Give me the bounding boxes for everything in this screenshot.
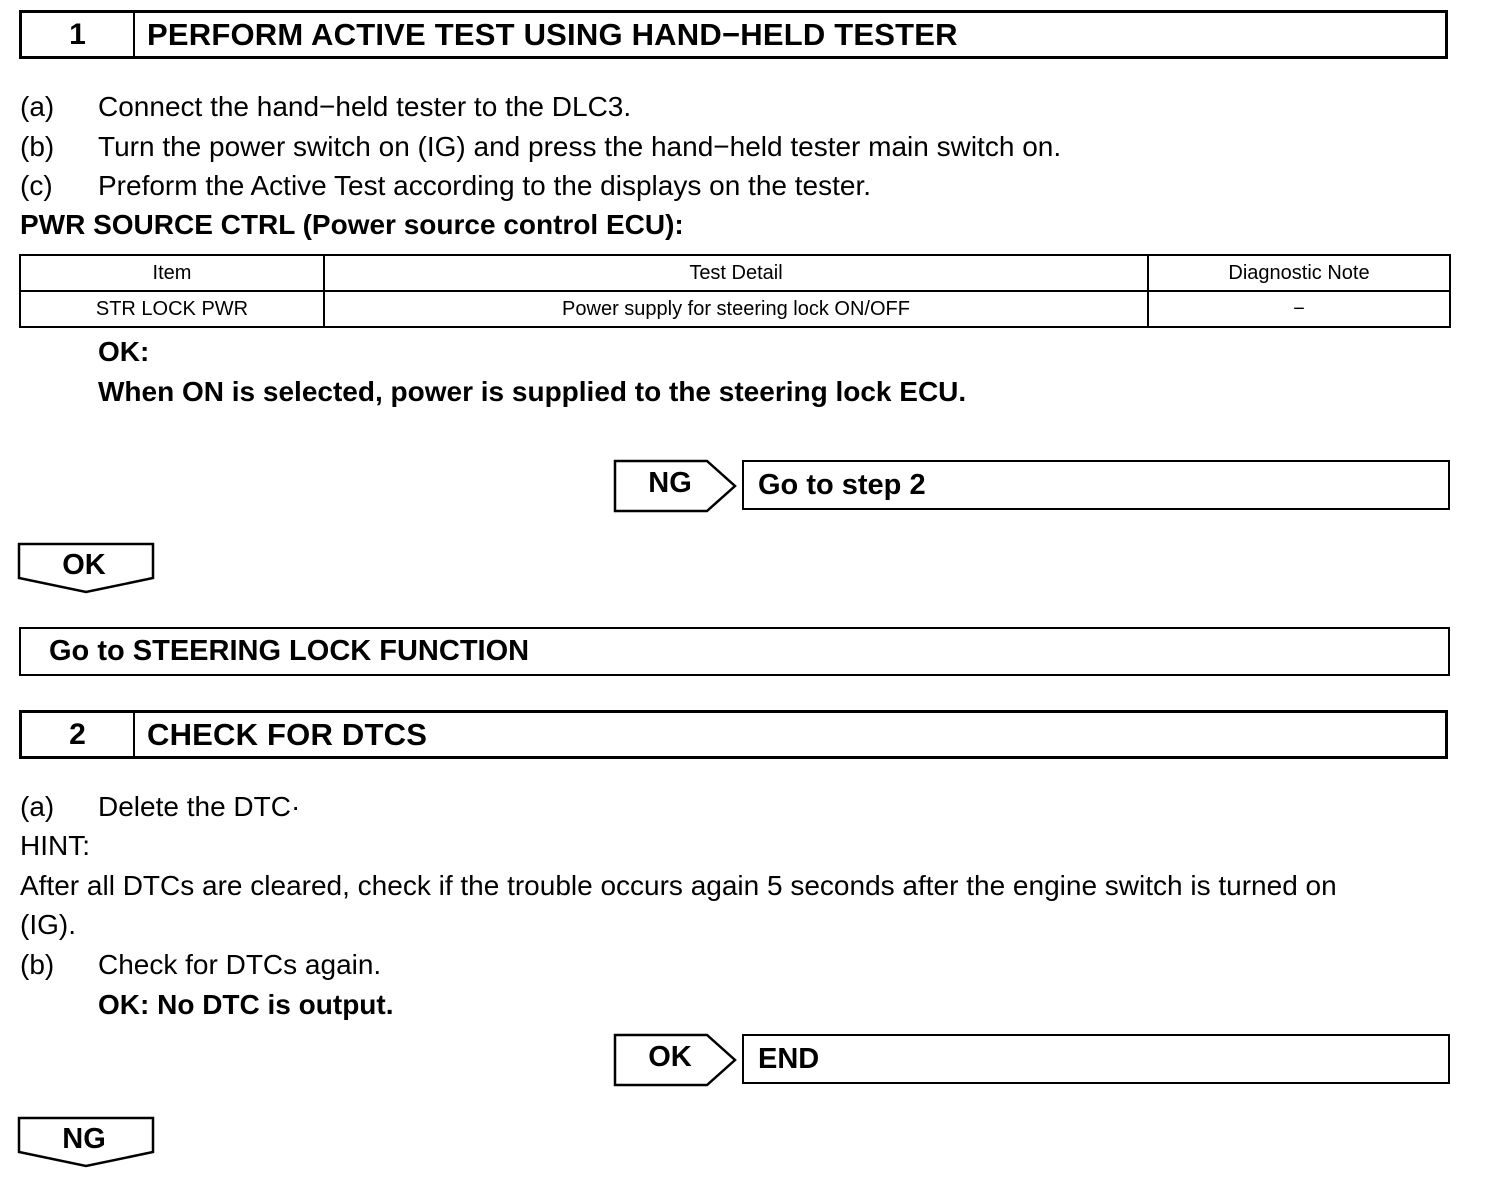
table-title: PWR SOURCE CTRL (Power source control ECU):	[20, 209, 684, 240]
item-label: (b)	[20, 131, 55, 162]
item-label: (a)	[20, 791, 55, 822]
item-label: (b)	[20, 949, 55, 980]
ok-tag: OK	[648, 1041, 692, 1073]
instruction-c	[20, 166, 871, 206]
step-number: 2	[22, 713, 135, 756]
hint-line-1: After all DTCs are cleared, check if the trouble occurs again 5 seconds after the engine switch is turned on	[20, 870, 1337, 901]
table-row	[20, 291, 1450, 327]
ok-criteria: When ON is selected, power is supplied to the steering lock ECU.	[98, 376, 967, 407]
instruction-a	[20, 787, 300, 827]
cell-test-detail: Power supply for steering lock ON/OFF	[324, 291, 1148, 327]
instruction-b	[20, 127, 1061, 167]
item-text: Delete the DTC·	[98, 791, 301, 822]
end-text: END	[758, 1042, 820, 1075]
step-title: PERFORM ACTIVE TEST USING HAND−HELD TESTER	[147, 16, 958, 52]
instruction-b	[20, 945, 381, 985]
hint-label: HINT:	[20, 830, 90, 861]
instruction-a	[20, 87, 631, 127]
ng-result-box[interactable]	[742, 460, 1450, 510]
hint-line-2: (IG).	[20, 909, 76, 940]
ng-tag: NG	[62, 1123, 106, 1155]
cell-diagnostic-note: −	[1148, 291, 1450, 327]
item-text: Check for DTCs again.	[98, 949, 382, 980]
item-text: Connect the hand−held tester to the DLC3.	[98, 91, 632, 122]
header-diagnostic-note: Diagnostic Note	[1148, 255, 1450, 291]
item-label: (a)	[20, 91, 55, 122]
header-test-detail: Test Detail	[324, 255, 1148, 291]
step-number: 1	[22, 13, 135, 56]
ok-label: OK:	[98, 336, 150, 367]
ng-result-text: Go to step 2	[758, 468, 926, 501]
ok-criteria: OK: No DTC is output.	[98, 989, 394, 1020]
item-text: Turn the power switch on (IG) and press the hand−held tester main switch on.	[98, 131, 1062, 162]
step-1-header	[19, 10, 1448, 59]
item-text: Preform the Active Test according to the displays on the tester.	[98, 170, 872, 201]
goto-steering-lock-box[interactable]	[19, 627, 1450, 676]
header-item: Item	[20, 255, 324, 291]
ok-tag: OK	[62, 549, 106, 581]
cell-item: STR LOCK PWR	[20, 291, 324, 327]
table-header-row	[20, 255, 1450, 291]
ng-tag: NG	[648, 467, 692, 499]
step-2-header	[19, 710, 1448, 759]
end-result-box[interactable]	[742, 1034, 1450, 1084]
goto-text: Go to STEERING LOCK FUNCTION	[49, 635, 530, 667]
step-title: CHECK FOR DTCS	[147, 716, 428, 752]
item-label: (c)	[20, 170, 53, 201]
active-test-table	[19, 254, 1451, 328]
